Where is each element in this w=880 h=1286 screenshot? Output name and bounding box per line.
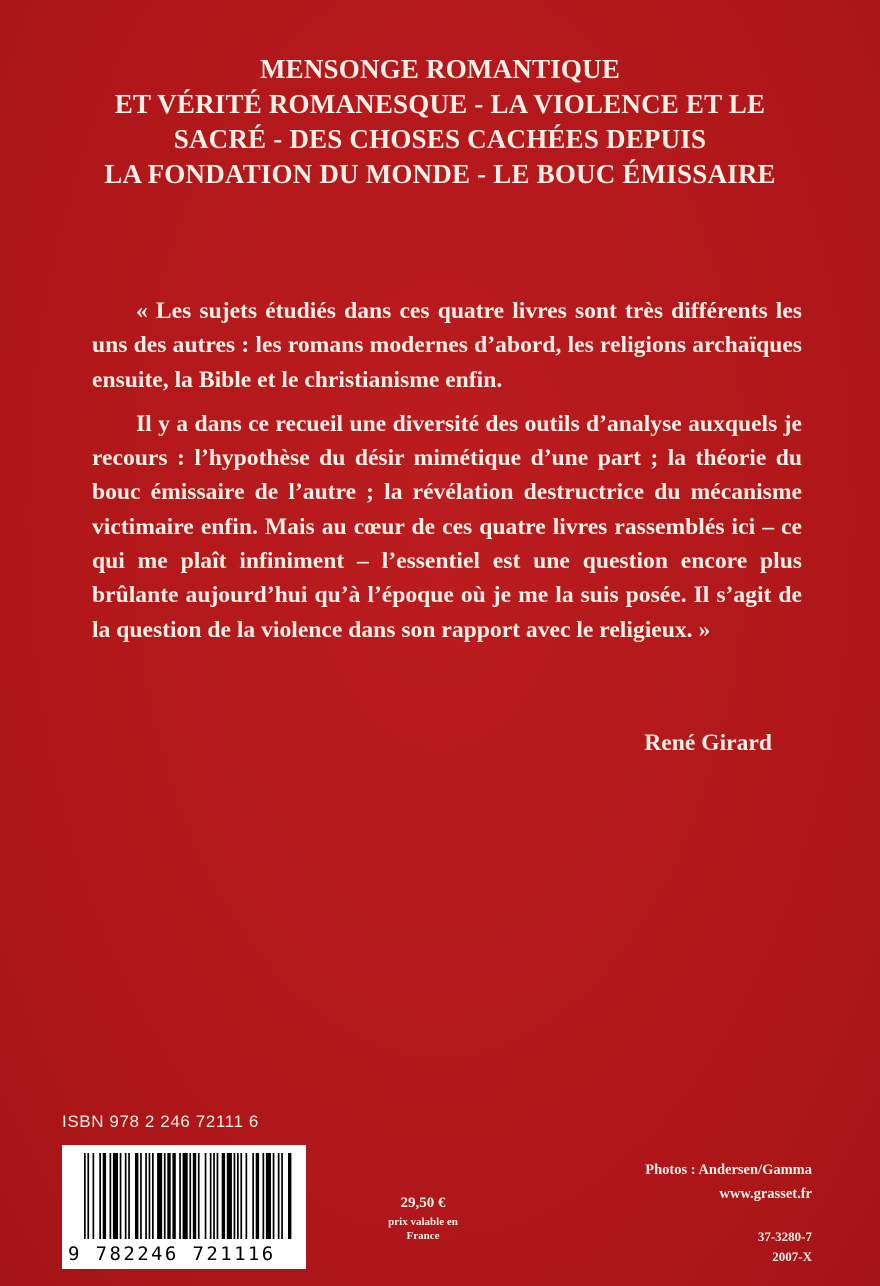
- publisher-website: www.grasset.fr: [719, 1186, 812, 1202]
- barcode-bar: [110, 1153, 112, 1239]
- title-line-2: ET VÉRITÉ ROMANESQUE - LA VIOLENCE ET LE: [114, 89, 766, 119]
- barcode-bar: [263, 1153, 265, 1239]
- title-line-1: MENSONGE ROMANTIQUE: [259, 54, 621, 84]
- barcode-bar: [281, 1153, 283, 1239]
- barcode-bar: [149, 1153, 151, 1239]
- quote-block: [92, 294, 802, 647]
- barcode-bar: [217, 1153, 219, 1239]
- barcode-bar: [103, 1153, 106, 1239]
- barcode-bar: [189, 1153, 191, 1239]
- title-line-3: SACRÉ - DES CHOSES CACHÉES DEPUIS: [173, 124, 707, 154]
- credits-block: [645, 1158, 812, 1206]
- barcode-bar: [113, 1153, 118, 1239]
- barcode-bar: [288, 1153, 291, 1239]
- barcode-bar: [198, 1153, 200, 1239]
- barcode-bar: [152, 1153, 154, 1239]
- barcode-digits: 9 782246 721116: [68, 1243, 276, 1265]
- barcode-bar: [140, 1153, 142, 1239]
- barcode-bar: [210, 1153, 212, 1239]
- quote-paragraph-2: Il y a dans ce recueil une diversité des outils d’analyse auxquels je recours : l’hypothèse du désir mimétique d’une part ; la théorie du bouc émissaire de l’autre ; la révélation destructrice du mécanisme victimaire enfin. Mais au cœur de ces quatre livres rassemblés ici – ce qui me plaît infiniment – l’essentiel est une question encore plus brûlante aujourd’hui qu’à l’époque où je me la suis posée. Il s’agit de la question de la violence dans son rapport avec le religieux. »: [92, 410, 802, 643]
- barcode-bar: [87, 1153, 89, 1239]
- price-note-line-2: France: [406, 1230, 440, 1242]
- barcode-bar: [205, 1153, 207, 1239]
- barcode-bar: [193, 1153, 196, 1239]
- title-line-4: LA FONDATION DU MONDE - LE BOUC ÉMISSAIRE: [104, 159, 776, 189]
- barcode-bar: [237, 1153, 239, 1239]
- barcode-bar: [93, 1153, 95, 1239]
- barcode-bar: [183, 1153, 188, 1239]
- code-2: 2007-X: [772, 1249, 812, 1264]
- barcode-bar: [240, 1153, 242, 1239]
- barcode-bar: [179, 1153, 181, 1239]
- barcode-bar: [246, 1153, 248, 1239]
- barcode-bar: [145, 1153, 147, 1239]
- barcode-bar: [84, 1153, 86, 1239]
- publisher-codes: [758, 1227, 812, 1267]
- barcode-bar: [164, 1153, 166, 1239]
- barcode-bar: [120, 1153, 122, 1239]
- barcode-bar: [128, 1153, 130, 1239]
- price-note-line-1: prix valable en: [388, 1216, 458, 1228]
- photo-credit: Photos : Andersen/Gamma: [645, 1162, 812, 1178]
- author-signature: René Girard: [644, 730, 772, 756]
- barcode: [62, 1145, 306, 1269]
- barcode-bar: [222, 1153, 225, 1239]
- barcode-bar: [213, 1153, 215, 1239]
- barcode-bar: [135, 1153, 138, 1239]
- price: 29,50 €: [400, 1195, 446, 1211]
- barcode-bar: [234, 1153, 236, 1239]
- barcode-bar: [167, 1153, 170, 1239]
- barcode-bar: [99, 1153, 101, 1239]
- barcode-bar: [266, 1153, 271, 1239]
- code-1: 37-3280-7: [757, 1229, 812, 1244]
- barcode-bar: [273, 1153, 275, 1239]
- barcode-bar: [256, 1153, 259, 1239]
- barcode-bar: [278, 1153, 280, 1239]
- barcode-bar: [125, 1153, 127, 1239]
- barcode-bar: [252, 1153, 254, 1239]
- isbn-text: ISBN 978 2 246 72111 6: [62, 1112, 259, 1131]
- barcode-bar: [227, 1153, 232, 1239]
- barcode-bars: [84, 1153, 294, 1239]
- price-block: [348, 1195, 498, 1243]
- quote-paragraph-1: « Les sujets étudiés dans ces quatre livres sont très différents les uns des autres : les romans modernes d’abord, les religions archaïques ensuite, la Bible et le christianisme enfin.: [92, 298, 802, 393]
- titles-block: [0, 52, 880, 192]
- barcode-bar: [172, 1153, 175, 1239]
- barcode-bar: [157, 1153, 162, 1239]
